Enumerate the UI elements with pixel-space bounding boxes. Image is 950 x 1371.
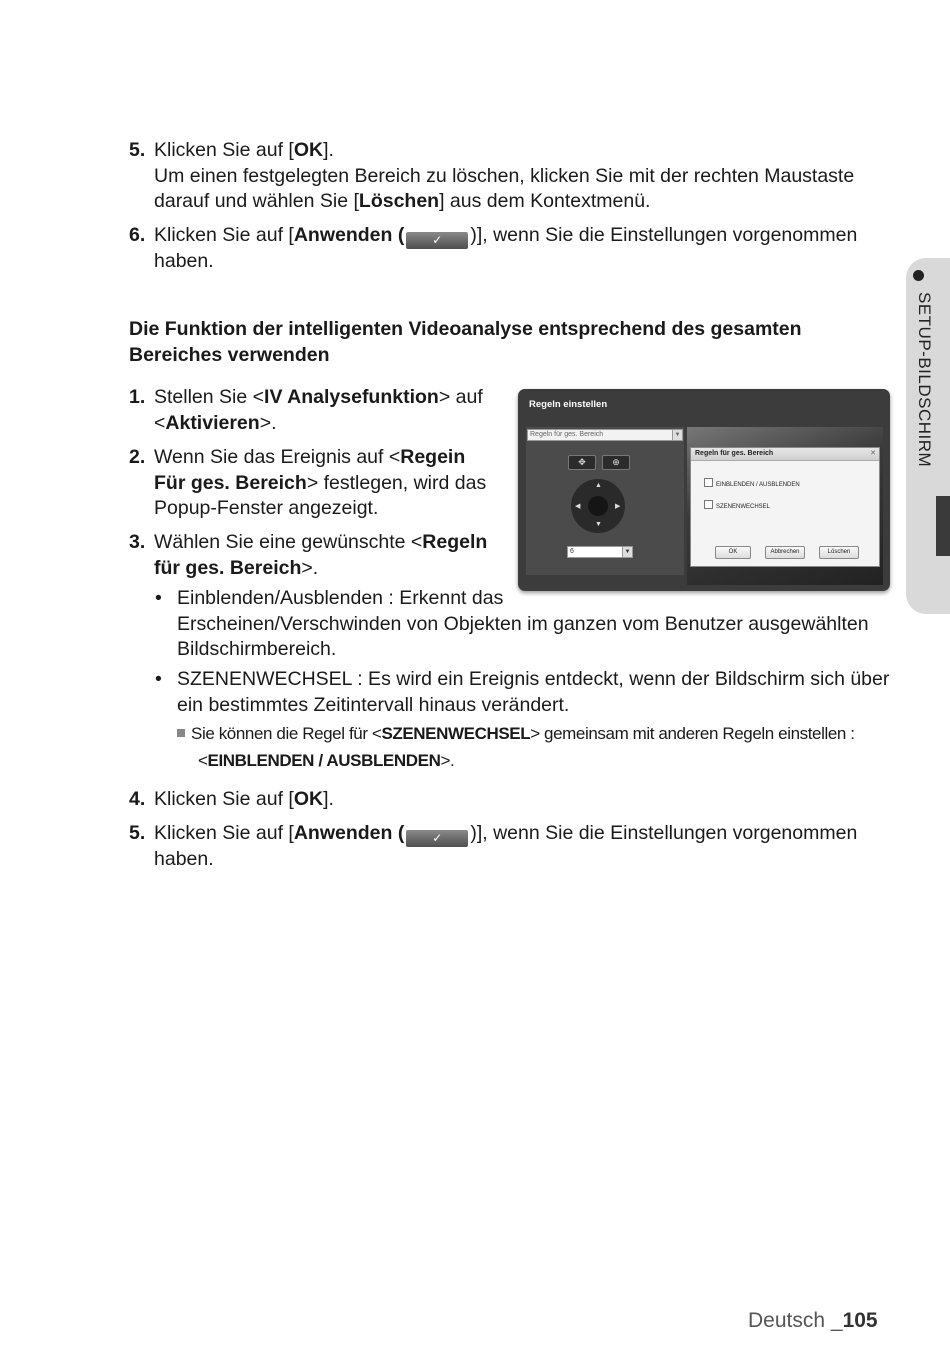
section-heading: Die Funktion der intelligenten Videoanalyse entsprechend des gesamten Bereiches verwenden xyxy=(129,318,802,366)
step-number: 6. xyxy=(129,224,146,246)
bullet-dot-icon xyxy=(913,270,924,281)
chapter-label: SETUP-BILDSCHIRM xyxy=(915,292,934,468)
page-number: 105 xyxy=(842,1309,878,1332)
apply-button-image: ✓ xyxy=(406,830,468,847)
bullet-szenenwechsel: • SZENENWECHSEL : Es wird ein Ereignis entdeckt, wenn der Bildschirm sich über ein bestimmtes Zeitintervall hinaus verändert. xyxy=(155,668,890,716)
step-text: Wählen Sie eine gewünschte <Regeln für ges. Bereich>. xyxy=(154,531,488,579)
step-number: 5. xyxy=(129,822,146,844)
step-3 xyxy=(129,530,509,585)
rules-screenshot xyxy=(518,389,890,591)
step-text: Klicken Sie auf [Anwenden ( ✓ )], wenn Sie die Einstellungen vorgenommen haben. xyxy=(154,822,858,870)
number-select[interactable]: 6 ▼ xyxy=(567,546,633,558)
step-5-top xyxy=(129,138,889,218)
step-number: 3. xyxy=(129,531,146,553)
bullet-einblenden: • Einblenden/Ausblenden : Erkennt das Erscheinen/Verschwinden von Objekten im ganzen vom Benutzer ausgewählten Bildschirmbereich. xyxy=(155,587,869,660)
step-number: 1. xyxy=(129,386,146,408)
step-text: Stellen Sie <IV Analysefunktion> auf <Aktivieren>. xyxy=(154,386,483,434)
delete-button[interactable]: Löschen xyxy=(819,546,859,559)
step-number: 4. xyxy=(129,788,146,810)
arrow-left-icon[interactable]: ◀ xyxy=(575,503,581,510)
step-number: 5. xyxy=(129,139,146,161)
checkbox[interactable] xyxy=(704,500,713,509)
bullet-dot: • xyxy=(155,587,162,609)
chevron-down-icon: ▼ xyxy=(622,547,632,557)
checkbox[interactable] xyxy=(704,478,713,487)
dialog-title: Regeln für ges. Bereich xyxy=(691,448,879,461)
rule-select[interactable]: Regeln für ges. Bereich ▼ xyxy=(527,429,683,441)
option-einblenden[interactable]: EINBLENDEN / AUSBLENDEN xyxy=(704,478,800,488)
apply-button-image: ✓ xyxy=(406,232,468,249)
step-text: Klicken Sie auf [OK]. Um einen festgelegten Bereich zu löschen, klicken Sie mit der rechten Maustaste darauf und wählen Sie [Löschen] aus dem Kontextmenü. xyxy=(154,139,855,212)
close-icon[interactable]: ✕ xyxy=(870,450,876,457)
page-footer: Deutsch _105 xyxy=(748,1309,878,1332)
step-text: Wenn Sie das Ereignis auf <Regein Für ges. Bereich> festlegen, wird das Popup-Fenster angezeigt. xyxy=(154,446,487,519)
bullet-dot: • xyxy=(155,668,162,690)
step-text: Klicken Sie auf [OK]. xyxy=(154,788,334,810)
chevron-down-icon: ▼ xyxy=(672,430,682,440)
ptz-center[interactable] xyxy=(588,496,608,516)
arrow-down-icon[interactable]: ▼ xyxy=(595,521,602,528)
rules-dialog xyxy=(690,447,880,567)
option-szenenwechsel[interactable]: SZENENWECHSEL xyxy=(704,500,770,510)
step-number: 2. xyxy=(129,446,146,468)
move-icon[interactable]: ✥ xyxy=(568,455,596,470)
step-4 xyxy=(129,787,889,815)
ok-button[interactable]: OK xyxy=(715,546,751,559)
zoom-icon[interactable]: ⊕ xyxy=(602,455,630,470)
step-text: Klicken Sie auf [Anwenden ( ✓ )], wenn Sie die Einstellungen vorgenommen haben. xyxy=(154,224,858,272)
arrow-right-icon[interactable]: ▶ xyxy=(615,503,621,510)
note: Sie können die Regel für <SZENENWECHSEL> gemeinsam mit anderen Regeln einstellen : <EINBLENDEN / AUSBLENDEN>. xyxy=(177,720,877,776)
step-2 xyxy=(129,445,509,525)
screenshot-title: Regeln einstellen xyxy=(529,399,608,410)
arrow-up-icon[interactable]: ▲ xyxy=(595,482,602,489)
cancel-button[interactable]: Abbrechen xyxy=(765,546,805,559)
step-5-bottom xyxy=(129,821,889,876)
step-1 xyxy=(129,385,509,440)
step-6 xyxy=(129,223,889,278)
note-square-icon xyxy=(177,729,185,737)
ptz-control[interactable] xyxy=(571,479,625,533)
